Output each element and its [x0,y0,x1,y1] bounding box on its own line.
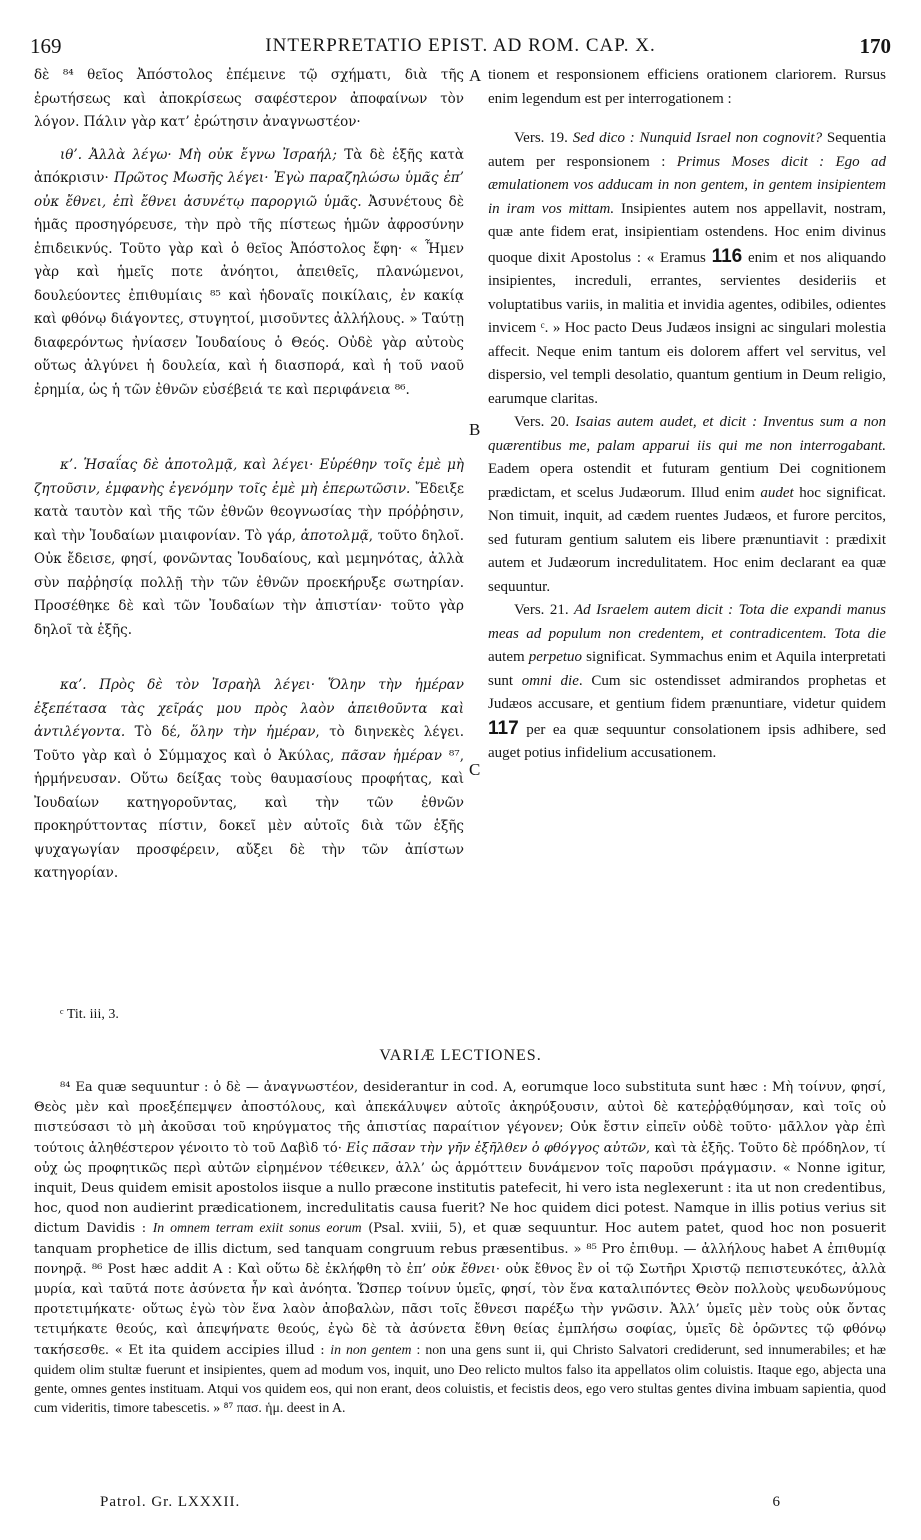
latin-paragraph [488,127,886,411]
greek-text: δὲ ⁸⁴ θεῖος Ἀπόστολος ἐπέμεινε τῷ σχήματι, διὰ τῆς ἐρωτήσεως καὶ ἀποκρίσεως σαφέστερον ἀποφαίνων τὸν λόγον. Πάλιν γὰρ κατ’ ἐρώτησιν ἀναγνωστέον· [34,67,464,130]
variant-italic: οὐκ ἔθνει [431,1261,496,1277]
greek-text: Τὰ δὲ ἑξῆς κατὰ ἀπόκρισιν· [34,146,464,186]
greek-paragraph [34,454,464,642]
variant-text: (Psal. xviii, 5), et quæ sequuntur. Hoc autem patet, quod hoc non posuerit tanquam prophetice de illis dictum, sed tanquam congruum rebus præsentibus. » ⁸⁵ Pro ἐπιθυμ. — ἀλλήλους habet A ἐπιθυμίᾳ πονηρᾷ. ⁸⁶ Post hæc addit A : Καὶ οὕτω δὲ ἐκλήφθη τὸ ἐπ’ [34,1221,886,1277]
variae-lectiones-text [34,1077,886,1417]
footer-volume: Patrol. Gr. LXXXII. [100,1494,241,1510]
greek-italic: ἀποτολμᾷ [300,527,369,544]
latin-italic: Tota die [834,625,887,642]
footnote: ᶜ Tit. iii, 3. [60,1007,119,1022]
latin-column [488,64,886,766]
variant-text: ⁸⁴ Ea quæ sequuntur : ὁ δὲ — ἀναγνωστέον, desiderantur in cod. A, eorumque loco substituta sunt hæc : Μὴ τοίνυν, φησί, Θεὸς μὲν καὶ προεξέπεμψεν ἀποστόλους, καὶ ἀπεκάλυψεν αὐτοῖς ἀκηρύξουσιν, αὐτοὶ δὲ κατεῤῥᾳθύμησαν, καὶ τοῖς οὐ πιστεύσασι τὸ μὴ ἀκοῦσαι τοῦ κηρύγματος τῆς ἀπιστίας παραίτιον γέγονεν; Οὐκ ἔστιν εἰπεῖν οὐδὲ τοῦτο· μᾶλλον γὰρ ἐπὶ τούτοις ἀληθέστερον γένοιτο τὸ τοῦ Δαβὶδ τό· [34,1080,886,1156]
latin-text: Sequentia autem per responsionem : [488,130,887,170]
variant-text: · οὐκ ἔθνος ἓν οἱ τῷ Σωτῆρι Χριστῷ πεπιστευκότες, ἀλλὰ μυρία, καὶ ταῦτά ποτε ἀσύνετα ἦν καὶ ἀνόητα. Ὥσπερ τοίνυν ὑμεῖς, φησί, τὸν ἕνα καταλιπόντες Θεὸν πολλοὺς ψευδωνύμους προτετιμήκατε· οὕτως ἐγὼ τὸν ἕνα λαὸν ἀποβαλὼν, πᾶσι τοῖς ἔθνεσι παρέξω τὴν γνῶσιν. Ἀλλ’ ὑμεῖς μὲν τοὺς οὐκ ὄντας τετιμήκατε θεούς, καὶ ἀπεψήνατε θεούς, ἐγὼ δὲ τὰ ἀσύνετα ἔθνη θείας ἐμπλήσω σοφίας, ὑμεῖς δὲ ὁρῶντες τῷ φθόνῳ τακήσεσθε. « Et ita quidem accipies illud : [34,1261,886,1358]
page-header [30,34,891,58]
variant-italic: in non gentem [330,1341,412,1357]
page-number-right: 170 [859,34,891,58]
latin-text: significat. Symmachus enim et Aquila interpretati sunt [488,649,887,689]
greek-text: Τὸ δέ, [125,724,191,740]
variant-italic: Εἰς πᾶσαν τὴν γῆν ἐξῆλθεν ὁ φθόγγος αὐτῶν [346,1140,647,1156]
footer-signature: 6 [772,1494,781,1510]
latin-text: per ea quæ sequuntur consolationem ipsis adhibere, sed auget potius infidelium accusationem. [488,721,886,761]
latin-verse-19: Vers. 19. [514,130,573,146]
greek-text: , τοῦτο δηλοῖ. Οὐκ ἔδεισε, φησί, φονῶντας Ἰουδαίους, καὶ μεμηνότας, ἀλλὰ σὺν παῤῥησίᾳ πολλῇ τὴν τῶν ἐθνῶν προεκήρυξε σωτηρίαν. Προσέθηκε δὲ καὶ τῶν Ἰουδαίων τὴν ἀπιστίαν· τοῦτο γὰρ δηλοῖ τὰ ἑξῆς. [34,527,464,638]
greek-paragraph [34,674,464,886]
variant-italic: In omnem terram exiit sonus eorum [152,1220,362,1236]
margin-letter-b: B [469,420,481,439]
latin-paragraph [488,411,886,599]
greek-paragraph [34,64,464,135]
margin-letter-c: C [469,760,481,779]
variant-text: , καὶ τὰ ἑξῆς. Τοῦτο δὲ πρόδηλον, τί οὐχ ὡς προφητικῶς περὶ αὐτῶν εἰρημένον τέθεικεν, ἀλλ’ ὡς ἁρμόττειν δυνάμενον τοῖς παροῦσι πράγμασιν. « Nonne igitur, inquit, Deus quidem emisit apostolos iisque a nullo præcone institutis patefecit, hi vero ista neglexerunt : ita ut non credentibus, hoc, quod non audierint prædicationem, incredulitatis causa fuerit? Ne hoc quidem dici potest. Namque in illis potius verius sit dictum Davidis : [34,1140,886,1237]
latin-quotation: Ad Israelem autem dicit : Tota die expandi manus meas ad populum non credentem, et contradicentem. [488,602,886,642]
latin-text: Eadem opera ostendit et futuram gentium Dei cognitionem prædictam, et scelus Judæorum. Illud enim [488,461,886,501]
latin-italic: perpetuo [528,649,583,665]
margin-letter-a: A [469,66,482,85]
running-title: INTERPRETATIO EPIST. AD ROM. CAP. X. [265,35,656,56]
greek-verse-19: ιθ’. Ἀλλὰ λέγω· Μὴ οὐκ ἔγνω Ἰσραήλ; [60,146,345,163]
variae-lectiones-heading: VARIÆ LECTIONES. [379,1047,542,1064]
latin-text: tionem et responsionem efficiens orationem clariorem. Rursus enim legendum est per interrogationem : [488,67,886,107]
greek-verse-21: κα’. Πρὸς δὲ τὸν Ἰσραὴλ λέγει· Ὅλην τὴν ἡμέραν ἐξεπέτασα τὰς χεῖράς μου πρὸς λαὸν ἀπειθοῦντα καὶ ἀντιλέγοντα. [34,677,464,740]
latin-verse-21: Vers. 21. [514,602,575,618]
latin-text: hoc significat. Non timuit, inquit, ad cædem ruentes Judæos, et furore percitos, sed futuram gentium salutem eis libere prænuntiavit : prædixit autem et Judæorum incredulitatem. Hoc enim declarant ea quæ sequuntur. [488,484,886,595]
latin-italic: omni die [521,672,579,689]
latin-text: Insipientes autem nos appellavit, nostram, quæ ante fidem erat, insipientiam ostendens. Hoc enim divinus quoque dixit Apostolus : « Eramus [488,200,886,266]
greek-text: Ἔδειξε κατὰ ταυτὸν καὶ τῆς τῶν ἐθνῶν θεογνωσίας τὴν πρόῤῥησιν, καὶ τὴν Ἰουδαίων μιαιφονίαν. Τὸ γάρ, [34,480,465,544]
latin-paragraph [488,599,886,766]
page-footer [100,1494,781,1514]
column-number: 117 [488,717,519,739]
column-number: 116 [711,245,743,267]
page-number-left: 169 [30,34,62,58]
greek-text: Ἀσυνέτους δὲ ἡμᾶς προσηγόρευσε, τὴν πρὸ τῆς πίστεως ἡμῶν ἀφροσύνην ἐπιδεικνύς. Τοῦτο γὰρ καὶ ὁ θεῖος Ἀπόστολος ἔφη· « Ἦμεν γὰρ καὶ ἡμεῖς ποτε ἀνόητοι, ἀπειθεῖς, πλανώμενοι, δουλεύοντες ἐπιθυμίαις ⁸⁵ καὶ ἡδοναῖς ποικίλαις, ἐν κακίᾳ καὶ φθόνῳ διάγοντες, στυγητοί, μισοῦντες ἀλλήλους. » Ταύτῃ διαφερόντως ἠνίασεν Ἰουδαίους ὁ Θεός. Οὐδὲ γὰρ αὐτοὺς οὕτως ἀλγύνει ἡ δουλεία, καὶ ἡ διασπορά, καὶ ἡ τοῦ ναοῦ ἐρημία, ὡς ἡ τῶν ἐθνῶν εὐσέβειά τε καὶ περιφάνεια ⁸⁶. [34,193,464,398]
latin-quotation: Sed dico : Nunquid Israel non cognovit? [572,130,823,146]
greek-text: , τὸ διηνεκὲς λέγει. Τοῦτο γὰρ καὶ ὁ Σύμμαχος καὶ ὁ Ἀκύλας, [34,724,464,764]
latin-text: enim et nos aliquando insipientes, increduli, errantes, servientes desideriis et voluptatibus variis, in malitia et invidia agentes, odibiles, odientes invicem ᶜ. » Hoc pacto Deus Judæos insigni ac singulari molestia affecit. Neque enim tantum eis dolorem affert vel servitus, vel dispersio, vel templi desolatio, quantum gentium in Deum religio, earumque claritas. [488,249,886,407]
greek-italic: ὅλην τὴν ἡμέραν [190,724,316,740]
greek-quotation: Πρῶτος Μωσῆς λέγει· Ἐγὼ παραζηλώσω ὑμᾶς ἐπ’ οὐκ ἔθνει, ἐπὶ ἔθνει ἀσυνέτῳ παροργιῶ ὑμᾶς. [34,170,464,210]
variant-text: : non una gens sunt ii, qui Christo Salvatori crediderunt, sed innumerabiles; et hæ quidem olim stultæ fuerunt et insipientes, quem ad modum vos, inquit, uno Deo relicto multos falso ita appellatos olim coluistis. Itaque ego, abjecta una gente, omnes gentes instituam. Atqui vos quidem eos, qui non erant, deos coluistis, et fecistis deos, ego vero stultas gentes divina imbuam sapientia, quod cum videritis, timore tabescetis. » ⁸⁷ πασ. ἡμ. deest in A. [34,1341,886,1416]
greek-paragraph [34,144,464,403]
latin-text: autem [488,649,529,665]
latin-paragraph [488,64,886,111]
latin-verse-20: Vers. 20. [514,414,576,430]
latin-text: . Cum sic ostendisset admirandos prophetas et Judæos accusare, et gentium fidem prænuntiare, videtur quidem [488,672,886,712]
latin-italic: audet [760,484,794,501]
greek-italic: πᾶσαν ἡμέραν [341,747,443,764]
greek-column [34,64,464,886]
greek-text: ⁸⁷, ἡρμήνευσαν. Οὕτω δείξας τοὺς θαυμασίους προφήτας, καὶ Ἰουδαίων κατηγοροῦντας, καὶ τὴν τῶν ἐθνῶν προκηρύττοντας πίστιν, δοκεῖ μὲν αὐτοῖς διὰ τῶν ἑξῆς ψυχαγωγίαν προσφέρειν, αὔξει δὲ τὴν τῶν ἀπίστων κατηγορίαν. [34,747,465,881]
latin-quotation: Isaias autem audet, et dicit : Inventus sum a non quærentibus me, palam apparui iis qui me non interrogabant. [488,414,886,454]
greek-verse-20: κ’. Ἡσαΐας δὲ ἀποτολμᾷ, καὶ λέγει· Εὑρέθην τοῖς ἐμὲ μὴ ζητοῦσιν, ἐμφανὴς ἐγενόμην τοῖς ἐμὲ μὴ ἐπερωτῶσιν. [34,457,464,497]
latin-quotation: Primus Moses dicit : Ego ad æmulationem vos adducam in non gentem, in gentem insipientem in iram vos mittam. [488,153,887,217]
